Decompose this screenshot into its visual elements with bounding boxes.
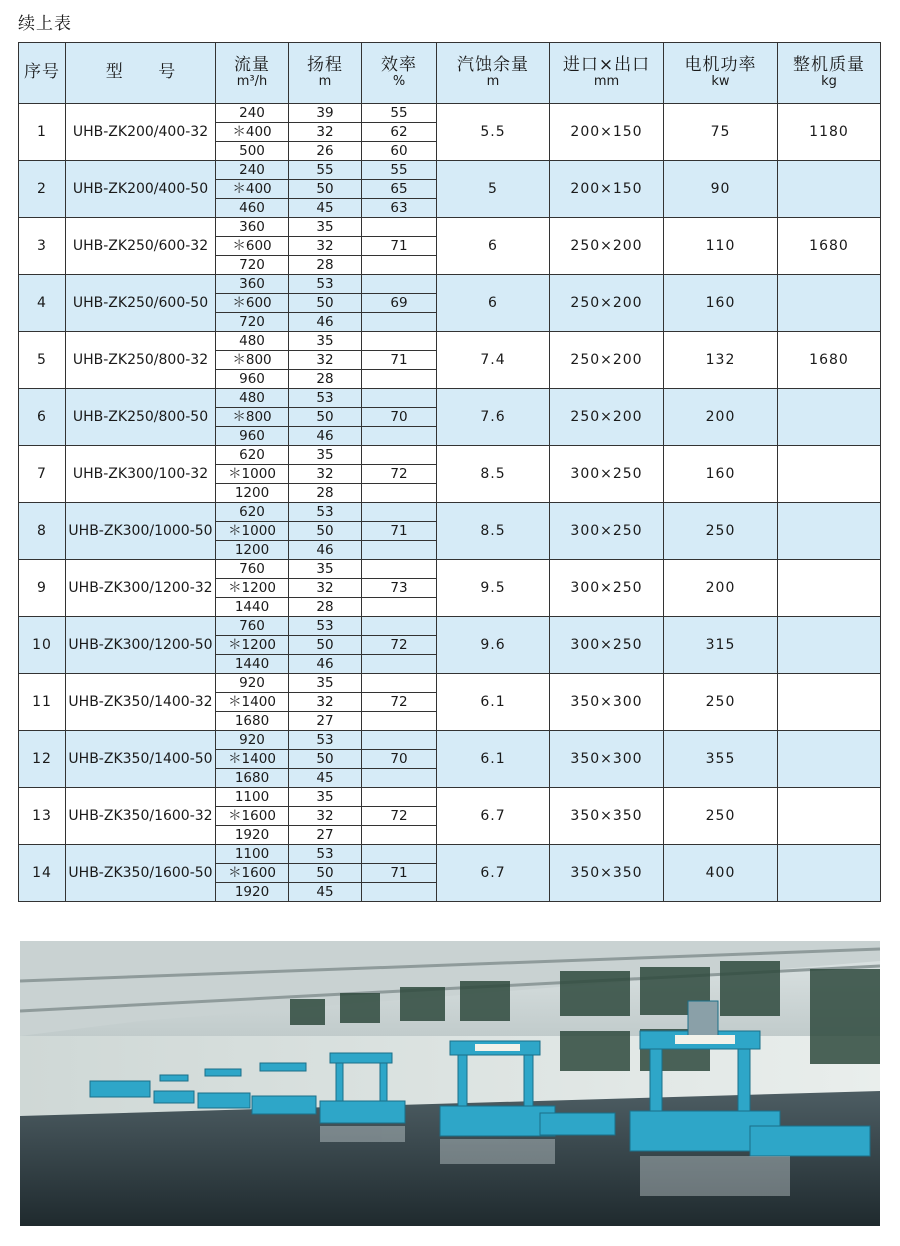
head-cell: 50 [289, 180, 362, 199]
npsh-cell: 9.6 [437, 617, 550, 674]
model-cell: UHB-ZK200/400-50 [66, 161, 216, 218]
power-cell: 75 [664, 104, 778, 161]
efficiency-cell [362, 503, 437, 522]
flow-cell: 760 [216, 617, 289, 636]
mass-cell [778, 731, 881, 788]
flow-cell: ＊1200 [216, 579, 289, 598]
efficiency-cell [362, 788, 437, 807]
row-index-cell: 1 [19, 104, 66, 161]
mass-cell: 1180 [778, 104, 881, 161]
row-index-cell: 14 [19, 845, 66, 902]
port-cell: 200×150 [550, 161, 664, 218]
table-body [19, 104, 881, 902]
flow-cell: ＊1600 [216, 807, 289, 826]
power-cell: 90 [664, 161, 778, 218]
port-cell: 300×250 [550, 503, 664, 560]
head-cell: 45 [289, 769, 362, 788]
table-row [19, 503, 881, 522]
npsh-cell: 5 [437, 161, 550, 218]
table-row [19, 617, 881, 636]
efficiency-cell: 71 [362, 864, 437, 883]
mass-cell [778, 617, 881, 674]
header-npsh: 汽蚀余量 m [437, 43, 550, 104]
head-cell: 46 [289, 313, 362, 332]
power-cell: 110 [664, 218, 778, 275]
npsh-cell: 5.5 [437, 104, 550, 161]
head-cell: 35 [289, 218, 362, 237]
flow-cell: ＊600 [216, 294, 289, 313]
npsh-cell: 6.7 [437, 845, 550, 902]
table-row [19, 446, 881, 465]
head-cell: 45 [289, 199, 362, 218]
efficiency-cell: 70 [362, 750, 437, 769]
table-row [19, 560, 881, 579]
flow-cell: ＊800 [216, 351, 289, 370]
mass-cell [778, 446, 881, 503]
table-row [19, 218, 881, 237]
model-cell: UHB-ZK250/600-32 [66, 218, 216, 275]
model-cell: UHB-ZK300/1000-50 [66, 503, 216, 560]
head-cell: 32 [289, 465, 362, 484]
head-cell: 32 [289, 807, 362, 826]
table-row [19, 104, 881, 123]
efficiency-cell: 72 [362, 636, 437, 655]
flow-cell: 620 [216, 503, 289, 522]
head-cell: 53 [289, 503, 362, 522]
power-cell: 132 [664, 332, 778, 389]
flow-cell: 960 [216, 427, 289, 446]
efficiency-cell [362, 883, 437, 902]
port-cell: 250×200 [550, 218, 664, 275]
npsh-cell: 6.7 [437, 788, 550, 845]
row-index-cell: 5 [19, 332, 66, 389]
flow-cell: 1920 [216, 883, 289, 902]
model-cell: UHB-ZK350/1400-32 [66, 674, 216, 731]
head-cell: 32 [289, 351, 362, 370]
table-row [19, 389, 881, 408]
head-cell: 50 [289, 636, 362, 655]
flow-cell: ＊1400 [216, 750, 289, 769]
head-cell: 53 [289, 845, 362, 864]
head-cell: 46 [289, 541, 362, 560]
npsh-cell: 6.1 [437, 731, 550, 788]
mass-cell [778, 389, 881, 446]
model-cell: UHB-ZK250/800-32 [66, 332, 216, 389]
efficiency-cell: 70 [362, 408, 437, 427]
port-cell: 300×250 [550, 617, 664, 674]
flow-cell: 480 [216, 332, 289, 351]
table-row [19, 332, 881, 351]
mass-cell [778, 161, 881, 218]
mass-cell [778, 560, 881, 617]
flow-cell: 720 [216, 313, 289, 332]
header-model: 型 号 [66, 43, 216, 104]
flow-cell: 480 [216, 389, 289, 408]
efficiency-cell: 69 [362, 294, 437, 313]
npsh-cell: 8.5 [437, 446, 550, 503]
flow-cell: ＊800 [216, 408, 289, 427]
header-head: 扬程 m [289, 43, 362, 104]
model-cell: UHB-ZK250/800-50 [66, 389, 216, 446]
flow-cell: 1200 [216, 541, 289, 560]
head-cell: 35 [289, 674, 362, 693]
flow-cell: 1200 [216, 484, 289, 503]
efficiency-cell [362, 712, 437, 731]
efficiency-cell [362, 427, 437, 446]
efficiency-cell [362, 332, 437, 351]
power-cell: 315 [664, 617, 778, 674]
efficiency-cell [362, 313, 437, 332]
port-cell: 200×150 [550, 104, 664, 161]
npsh-cell: 6.1 [437, 674, 550, 731]
flow-cell: 240 [216, 161, 289, 180]
npsh-cell: 9.5 [437, 560, 550, 617]
efficiency-cell [362, 218, 437, 237]
row-index-cell: 7 [19, 446, 66, 503]
efficiency-cell [362, 446, 437, 465]
port-cell: 250×200 [550, 332, 664, 389]
head-cell: 28 [289, 256, 362, 275]
head-cell: 35 [289, 560, 362, 579]
head-cell: 28 [289, 484, 362, 503]
row-index-cell: 9 [19, 560, 66, 617]
row-index-cell: 8 [19, 503, 66, 560]
power-cell: 250 [664, 788, 778, 845]
head-cell: 50 [289, 522, 362, 541]
efficiency-cell [362, 275, 437, 294]
flow-cell: ＊1000 [216, 522, 289, 541]
power-cell: 200 [664, 389, 778, 446]
head-cell: 55 [289, 161, 362, 180]
port-cell: 350×300 [550, 731, 664, 788]
header-mass: 整机质量 kg [778, 43, 881, 104]
row-index-cell: 4 [19, 275, 66, 332]
efficiency-cell: 71 [362, 351, 437, 370]
efficiency-cell: 65 [362, 180, 437, 199]
power-cell: 355 [664, 731, 778, 788]
head-cell: 35 [289, 446, 362, 465]
head-cell: 39 [289, 104, 362, 123]
header-flow: 流量 m³/h [216, 43, 289, 104]
head-cell: 46 [289, 655, 362, 674]
mass-cell [778, 788, 881, 845]
row-index-cell: 10 [19, 617, 66, 674]
head-cell: 50 [289, 750, 362, 769]
flow-cell: 720 [216, 256, 289, 275]
power-cell: 160 [664, 446, 778, 503]
flow-cell: 240 [216, 104, 289, 123]
model-cell: UHB-ZK350/1600-50 [66, 845, 216, 902]
head-cell: 35 [289, 332, 362, 351]
efficiency-cell [362, 731, 437, 750]
flow-cell: 920 [216, 674, 289, 693]
continued-table-caption: 续上表 [18, 14, 72, 34]
flow-cell: ＊1400 [216, 693, 289, 712]
efficiency-cell: 72 [362, 465, 437, 484]
head-cell: 50 [289, 864, 362, 883]
model-cell: UHB-ZK350/1600-32 [66, 788, 216, 845]
row-index-cell: 6 [19, 389, 66, 446]
table-row [19, 845, 881, 864]
flow-cell: 1920 [216, 826, 289, 845]
table-row [19, 161, 881, 180]
power-cell: 400 [664, 845, 778, 902]
model-cell: UHB-ZK200/400-32 [66, 104, 216, 161]
efficiency-cell [362, 845, 437, 864]
mass-cell [778, 275, 881, 332]
header-index: 序号 [19, 43, 66, 104]
row-index-cell: 11 [19, 674, 66, 731]
efficiency-cell: 62 [362, 123, 437, 142]
pump-spec-table [18, 42, 881, 902]
flow-cell: ＊400 [216, 180, 289, 199]
efficiency-cell [362, 769, 437, 788]
head-cell: 27 [289, 826, 362, 845]
flow-cell: 500 [216, 142, 289, 161]
head-cell: 53 [289, 275, 362, 294]
flow-cell: 1100 [216, 845, 289, 864]
npsh-cell: 7.6 [437, 389, 550, 446]
efficiency-cell [362, 617, 437, 636]
flow-cell: 1680 [216, 712, 289, 731]
model-cell: UHB-ZK300/1200-32 [66, 560, 216, 617]
flow-cell: ＊1000 [216, 465, 289, 484]
efficiency-cell [362, 655, 437, 674]
table-row [19, 275, 881, 294]
port-cell: 250×200 [550, 389, 664, 446]
flow-cell: 360 [216, 218, 289, 237]
efficiency-cell: 55 [362, 104, 437, 123]
flow-cell: 1440 [216, 598, 289, 617]
mass-cell: 1680 [778, 332, 881, 389]
mass-cell [778, 674, 881, 731]
port-cell: 250×200 [550, 275, 664, 332]
head-cell: 32 [289, 579, 362, 598]
head-cell: 53 [289, 389, 362, 408]
efficiency-cell: 60 [362, 142, 437, 161]
efficiency-cell [362, 560, 437, 579]
flow-cell: ＊1600 [216, 864, 289, 883]
model-cell: UHB-ZK350/1400-50 [66, 731, 216, 788]
mass-cell [778, 845, 881, 902]
efficiency-cell [362, 389, 437, 408]
efficiency-cell [362, 484, 437, 503]
power-cell: 200 [664, 560, 778, 617]
head-cell: 35 [289, 788, 362, 807]
flow-cell: 620 [216, 446, 289, 465]
head-cell: 53 [289, 731, 362, 750]
head-cell: 50 [289, 294, 362, 313]
header-efficiency: 效率 % [362, 43, 437, 104]
model-cell: UHB-ZK250/600-50 [66, 275, 216, 332]
mass-cell: 1680 [778, 218, 881, 275]
power-cell: 250 [664, 674, 778, 731]
model-cell: UHB-ZK300/100-32 [66, 446, 216, 503]
efficiency-cell [362, 598, 437, 617]
power-cell: 160 [664, 275, 778, 332]
header-port: 进口×出口 mm [550, 43, 664, 104]
head-cell: 53 [289, 617, 362, 636]
flow-cell: 920 [216, 731, 289, 750]
flow-cell: 1680 [216, 769, 289, 788]
head-cell: 32 [289, 123, 362, 142]
port-cell: 350×350 [550, 845, 664, 902]
row-index-cell: 13 [19, 788, 66, 845]
model-cell: UHB-ZK300/1200-50 [66, 617, 216, 674]
efficiency-cell [362, 256, 437, 275]
efficiency-cell [362, 541, 437, 560]
factory-photo [20, 941, 880, 1226]
flow-cell: 960 [216, 370, 289, 389]
efficiency-cell: 63 [362, 199, 437, 218]
head-cell: 28 [289, 598, 362, 617]
table-row [19, 731, 881, 750]
efficiency-cell: 71 [362, 522, 437, 541]
mass-cell [778, 503, 881, 560]
port-cell: 350×300 [550, 674, 664, 731]
head-cell: 45 [289, 883, 362, 902]
factory-floor-illustration [20, 941, 880, 1226]
flow-cell: ＊600 [216, 237, 289, 256]
port-cell: 350×350 [550, 788, 664, 845]
head-cell: 32 [289, 693, 362, 712]
head-cell: 46 [289, 427, 362, 446]
npsh-cell: 7.4 [437, 332, 550, 389]
head-cell: 28 [289, 370, 362, 389]
flow-cell: ＊400 [216, 123, 289, 142]
head-cell: 26 [289, 142, 362, 161]
table-row [19, 788, 881, 807]
table-header-row [19, 43, 881, 104]
flow-cell: 460 [216, 199, 289, 218]
head-cell: 50 [289, 408, 362, 427]
npsh-cell: 6 [437, 275, 550, 332]
flow-cell: 760 [216, 560, 289, 579]
flow-cell: 360 [216, 275, 289, 294]
head-cell: 27 [289, 712, 362, 731]
header-power: 电机功率 kw [664, 43, 778, 104]
efficiency-cell [362, 370, 437, 389]
row-index-cell: 2 [19, 161, 66, 218]
efficiency-cell: 71 [362, 237, 437, 256]
npsh-cell: 8.5 [437, 503, 550, 560]
power-cell: 250 [664, 503, 778, 560]
row-index-cell: 12 [19, 731, 66, 788]
flow-cell: 1100 [216, 788, 289, 807]
efficiency-cell: 72 [362, 807, 437, 826]
port-cell: 300×250 [550, 560, 664, 617]
head-cell: 32 [289, 237, 362, 256]
efficiency-cell: 73 [362, 579, 437, 598]
efficiency-cell [362, 826, 437, 845]
flow-cell: ＊1200 [216, 636, 289, 655]
flow-cell: 1440 [216, 655, 289, 674]
port-cell: 300×250 [550, 446, 664, 503]
table-row [19, 674, 881, 693]
row-index-cell: 3 [19, 218, 66, 275]
npsh-cell: 6 [437, 218, 550, 275]
efficiency-cell: 55 [362, 161, 437, 180]
efficiency-cell [362, 674, 437, 693]
efficiency-cell: 72 [362, 693, 437, 712]
